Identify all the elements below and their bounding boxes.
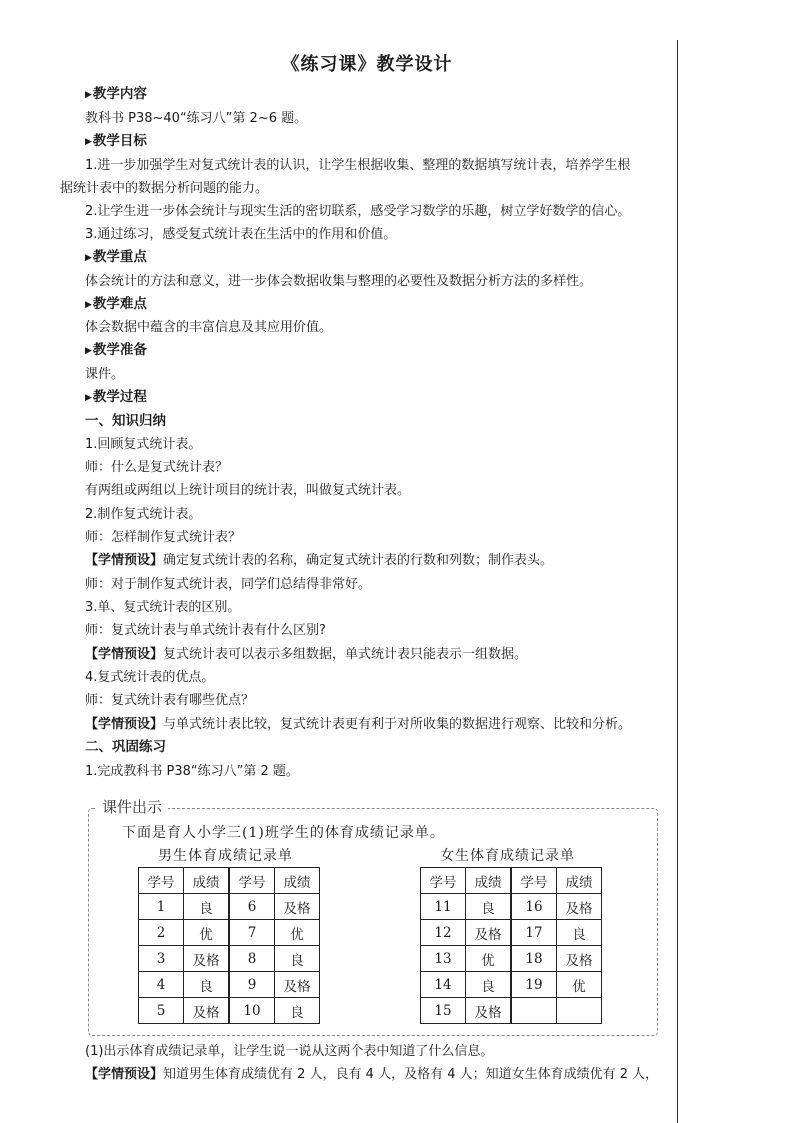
heading-preparation: ▶教学准备 <box>85 342 147 358</box>
table-cell: 及格 <box>466 920 512 946</box>
paragraph: (1)出示体育成绩记录单，让学生说一说从这两个表中知道了什么信息。 <box>85 1044 494 1059</box>
table-header-cell: 学号 <box>421 868 466 894</box>
table-cell: 12 <box>421 920 466 946</box>
table-cell: 1 <box>139 894 184 920</box>
heading-content: ▶教学内容 <box>85 86 147 102</box>
table-cell: 优 <box>275 920 320 946</box>
table-header-row <box>139 868 320 894</box>
table-cell: 5 <box>139 998 184 1024</box>
heading-key-points: ▶教学重点 <box>85 249 147 265</box>
table-cell: 9 <box>229 972 275 998</box>
table-row <box>421 972 602 998</box>
heading-goals: ▶教学目标 <box>85 133 147 149</box>
paragraph: 师：复式统计表与单式统计表有什么区别? <box>85 623 326 638</box>
table-cell: 16 <box>511 894 557 920</box>
table-cell: 及格 <box>275 972 320 998</box>
table-cell <box>511 998 557 1024</box>
boys-table-title: 男生体育成绩记录单 <box>158 848 293 864</box>
table-row <box>421 946 602 972</box>
boys-record-table <box>138 867 320 1024</box>
table-cell: 良 <box>184 972 230 998</box>
table-header-cell: 学号 <box>511 868 557 894</box>
table-cell: 6 <box>229 894 275 920</box>
table-header-cell: 成绩 <box>466 868 512 894</box>
table-row <box>139 972 320 998</box>
page-right-border <box>677 40 678 1123</box>
paragraph: 师：什么是复式统计表？ <box>85 460 229 475</box>
table-row <box>139 920 320 946</box>
heading-difficulties: ▶教学难点 <box>85 296 147 312</box>
table-cell: 10 <box>229 998 275 1024</box>
table-cell: 13 <box>421 946 466 972</box>
table-cell: 11 <box>421 894 466 920</box>
paragraph: 4.复式统计表的优点。 <box>85 670 215 685</box>
table-header-row <box>421 868 602 894</box>
paragraph: 3.单、复式统计表的区别。 <box>85 600 241 615</box>
triangle-bullet-icon: ▶ <box>85 90 92 100</box>
difficulty-text: 体会数据中蕴含的丰富信息及其应用价值。 <box>85 320 333 335</box>
table-row <box>421 894 602 920</box>
table-cell: 及格 <box>184 998 230 1024</box>
table-row <box>421 920 602 946</box>
table-cell: 17 <box>511 920 557 946</box>
table-row <box>421 998 602 1024</box>
table-cell: 良 <box>557 920 602 946</box>
triangle-bullet-icon: ▶ <box>85 346 92 356</box>
table-cell: 8 <box>229 946 275 972</box>
goal-1-line-2: 据统计表中的数据分析问题的能力。 <box>60 181 269 196</box>
heading-process: ▶教学过程 <box>85 389 147 405</box>
table-header-cell: 成绩 <box>184 868 230 894</box>
table-cell: 7 <box>229 920 275 946</box>
table-cell: 及格 <box>557 946 602 972</box>
page-title: 《练习课》教学设计 <box>281 54 453 75</box>
paragraph: 师：对于制作复式统计表，同学们总结得非常好。 <box>85 577 372 592</box>
triangle-bullet-icon: ▶ <box>85 253 92 263</box>
paragraph: 1.完成教科书 P38“练习八”第 2 题。 <box>85 764 299 779</box>
paragraph: 1.回顾复式统计表。 <box>85 437 202 452</box>
table-cell: 优 <box>466 946 512 972</box>
table-cell: 良 <box>466 894 512 920</box>
goal-1-line-1: 1.进一步加强学生对复式统计表的认识，让学生根据收集、整理的数据填写统计表，培养学生根 <box>85 158 631 173</box>
table-cell: 15 <box>421 998 466 1024</box>
table-header-cell: 成绩 <box>275 868 320 894</box>
table-cell: 良 <box>275 946 320 972</box>
goal-3: 3.通过练习，感受复式统计表在生活中的作用和价值。 <box>85 227 397 242</box>
table-cell: 及格 <box>184 946 230 972</box>
courseware-label: 课件出示 <box>96 796 168 817</box>
paragraph-prediction: 【学情预设】确定复式统计表的名称，确定复式统计表的行数和列数；制作表头。 <box>85 553 554 568</box>
table-cell: 2 <box>139 920 184 946</box>
table-cell: 14 <box>421 972 466 998</box>
content-text: 教科书 P38~40“练习八”第 2~6 题。 <box>85 111 308 126</box>
goal-2: 2.让学生进一步体会统计与现实生活的密切联系，感受学习数学的乐趣，树立学好数学的信心。 <box>85 204 631 219</box>
table-cell: 优 <box>557 972 602 998</box>
table-cell <box>557 998 602 1024</box>
part-2-heading: 二、巩固练习 <box>85 739 166 755</box>
paragraph-prediction: 【学情预设】与单式统计表比较，复式统计表更有利于对所收集的数据进行观察、比较和分析。 <box>85 717 632 732</box>
part-1-heading: 一、知识归纳 <box>85 413 166 429</box>
paragraph: 师：怎样制作复式统计表？ <box>85 530 242 545</box>
table-cell: 良 <box>184 894 230 920</box>
triangle-bullet-icon: ▶ <box>85 393 92 403</box>
table-row <box>139 998 320 1024</box>
paragraph-prediction: 【学情预设】复式统计表可以表示多组数据，单式统计表只能表示一组数据。 <box>85 647 528 662</box>
table-cell: 18 <box>511 946 557 972</box>
paragraph: 有两组或两组以上统计项目的统计表，叫做复式统计表。 <box>85 483 411 498</box>
table-header-cell: 学号 <box>229 868 275 894</box>
table-cell: 及格 <box>466 998 512 1024</box>
table-row <box>139 946 320 972</box>
table-header-cell: 学号 <box>139 868 184 894</box>
triangle-bullet-icon: ▶ <box>85 300 92 310</box>
girls-record-table <box>420 867 602 1024</box>
girls-table-title: 女生体育成绩记录单 <box>440 848 575 864</box>
table-cell: 3 <box>139 946 184 972</box>
courseware-intro: 下面是育人小学三(1)班学生的体育成绩记录单。 <box>122 825 445 841</box>
key-text: 体会统计的方法和意义，进一步体会数据收集与整理的必要性及数据分析方法的多样性。 <box>85 274 593 289</box>
table-cell: 良 <box>466 972 512 998</box>
triangle-bullet-icon: ▶ <box>85 137 92 147</box>
table-cell: 及格 <box>557 894 602 920</box>
paragraph-prediction: 【学情预设】知道男生体育成绩优有 2 人，良有 4 人，及格有 4 人；知道女生体育成绩优有 2 人， <box>85 1067 659 1082</box>
paragraph: 师：复式统计表有哪些优点？ <box>85 693 255 708</box>
table-cell: 及格 <box>275 894 320 920</box>
table-cell: 良 <box>275 998 320 1024</box>
preparation-text: 课件。 <box>85 367 125 382</box>
table-cell: 19 <box>511 972 557 998</box>
table-row <box>139 894 320 920</box>
paragraph: 2.制作复式统计表。 <box>85 507 202 522</box>
table-cell: 4 <box>139 972 184 998</box>
table-cell: 优 <box>184 920 230 946</box>
table-header-cell: 成绩 <box>557 868 602 894</box>
